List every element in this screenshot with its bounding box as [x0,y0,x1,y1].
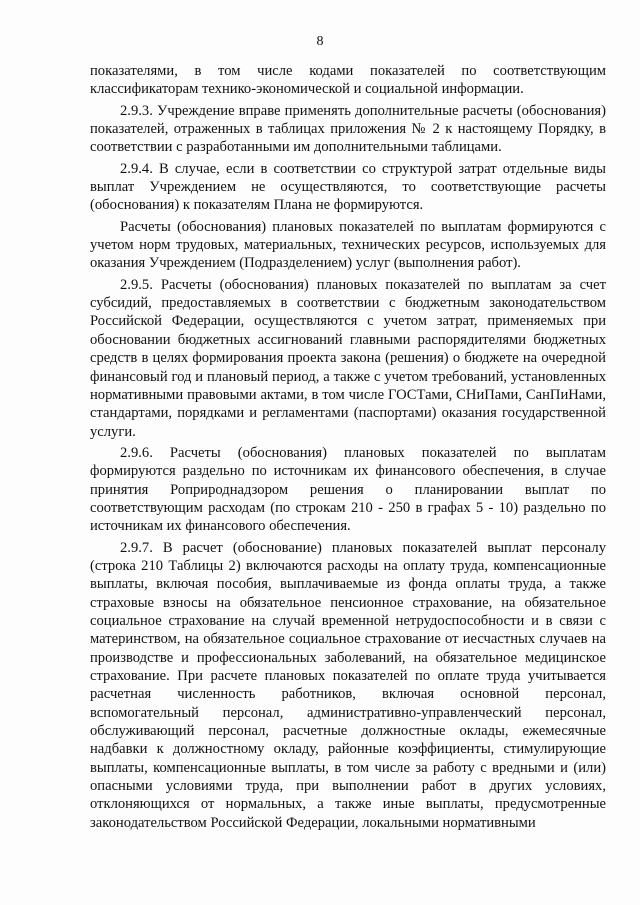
paragraph-2-9-3: 2.9.3. Учреждение вправе применять дополнительные расчеты (обоснования) показателей, отраженных в таблицах приложения № 2 к настоящему Порядку, в соответствии с разработанными им дополнительными таблицами. [90,102,606,156]
paragraph-2-9-7: 2.9.7. В расчет (обоснование) плановых показателей выплат персоналу (строка 210 Таблицы 2) включаются расходы на оплату труда, компенсационные выплаты, включая пособия, выплачиваемые из фонда оплаты труда, а также страховые взносы на обязательное пенсионное страхование, на обязательное социальное страхование на случай временной нетрудоспособности и в связи с материнством, на обязательное социальное страхование от иесчастных случаев на производстве и профессиональных заболеваний, на обязательное медицинское страхование. При расчете плановых показателей по оплате труда учитывается расчетная численность работников, включая основной персонал, вспомогательный персонал, административно-управленческий персонал, обслуживающий персонал, расчетные должностные оклады, ежемесячные надбавки к должностному окладу, районные коэффициенты, стимулирующие выплаты, компенсационные выплаты, в том числе за работу с вредными и (или) опасными условиями труда, при выполнении работ в других условиях, отклоняющихся от нормальных, а также иные выплаты, предусмотренные законодательством Российской Федерации, локальными нормативными [90,539,606,831]
paragraph-2-9-4: 2.9.4. В случае, если в соответствии со структурой затрат отдельные виды выплат Учреждением не осуществляются, то соответствующие расчеты (обоснования) к показателям Плана не формируются. [90,160,606,214]
paragraph-continuation: показателями, в том числе кодами показателей по соответствующим классификаторам технико-экономической и социальной информации. [90,63,606,98]
page-number: 8 [316,34,324,49]
paragraph-calculations-norms: Расчеты (обоснования) плановых показателей по выплатам формируются с учетом норм трудовых, материальных, технических ресурсов, используемых для оказания Учреждением (Подразделением) услуг (выполнения работ). [90,218,606,272]
paragraph-2-9-5: 2.9.5. Расчеты (обоснования) плановых показателей по выплатам за счет субсидий, предоставляемых в соответствии с бюджетным законодательством Российской Федерации, осуществляются с учетом затрат, применяемых при обосновании бюджетных ассигнований главными распорядителями бюджетных средств в целях формирования проекта закона (решения) о бюджете на очередной финансовый год и плановый период, а также с учетом требований, установленных нормативными правовыми актами, в том числе ГОСТами, СНиПами, СанПиНами, стандартами, порядками и регламентами (паспортами) оказания государственной услуги. [90,276,606,440]
document-body [90,62,606,835]
paragraph-2-9-6: 2.9.6. Расчеты (обоснования) плановых показателей по выплатам формируются раздельно по источникам их финансового обеспечения, в случае принятия Роприроднадзором решения о планировании выплат по соответствующим расходам (по строкам 210 - 250 в графах 5 - 10) раздельно по источникам их финансового обеспечения. [90,444,606,535]
